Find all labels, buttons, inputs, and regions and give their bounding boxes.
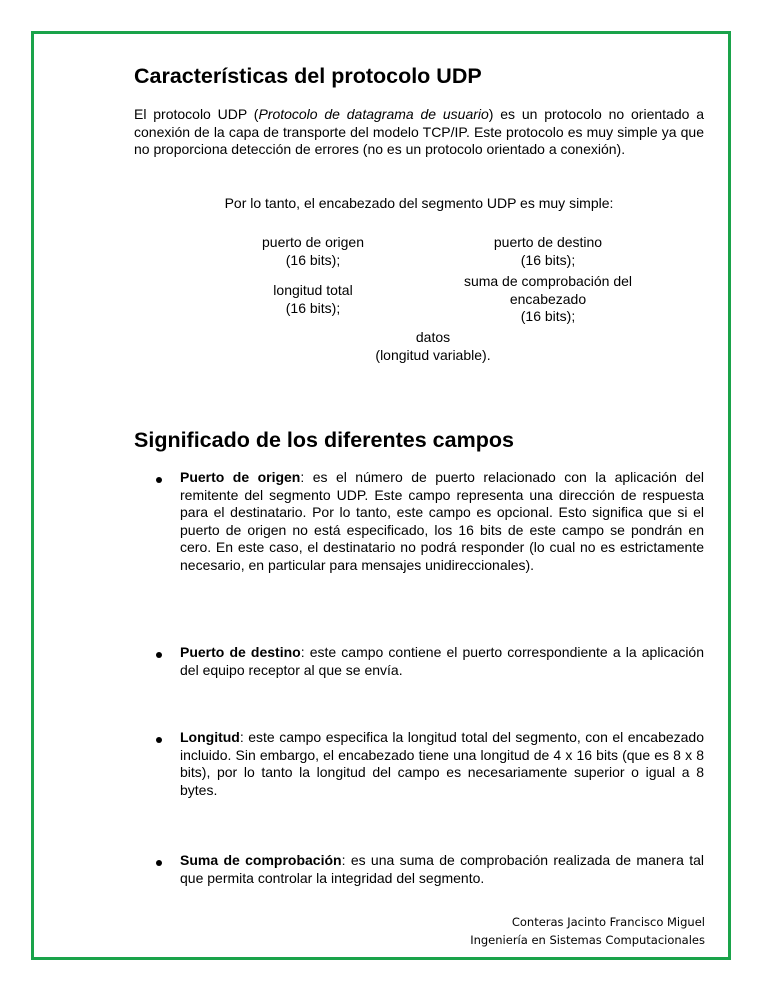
field-checksum xyxy=(438,273,658,326)
field-destination-port xyxy=(438,234,658,269)
para-text-start: El protocolo UDP ( xyxy=(134,106,259,122)
footer-program: Ingeniería en Sistemas Computacionales xyxy=(470,933,705,947)
section-title-udp-characteristics: Características del protocolo UDP xyxy=(134,64,482,88)
field-name-line1: suma de comprobación del xyxy=(463,273,633,289)
bullet-dot-icon xyxy=(156,860,162,866)
list-item-source-port xyxy=(180,469,704,574)
udp-description-paragraph xyxy=(134,106,704,159)
field-name-line2: encabezado xyxy=(509,290,587,307)
list-item-checksum xyxy=(180,852,704,887)
field-size: (16 bits); xyxy=(285,299,341,316)
field-name: puerto de origen xyxy=(262,234,364,250)
bullet-text: : es el número de puerto relacionado con la aplicación del remitente del segmento UDP. Este campo representa una dirección de respuesta para el destinatario. Por lo tanto, este campo es opcional. Esto significa que si el puerto de origen no está especificado, los 16 bits de este campo se pondrán en cero. En este caso, el destinatario no podrá responder (lo cual no es estrictamente necesario, en particular para mensajes unidireccionales). xyxy=(180,469,704,573)
bullet-dot-icon xyxy=(156,737,162,743)
field-data xyxy=(323,329,543,364)
para-text-italic: Protocolo de datagrama de usuario xyxy=(258,106,489,122)
list-item-length xyxy=(180,729,704,799)
field-name: datos xyxy=(415,329,451,345)
field-name: longitud total xyxy=(273,282,353,298)
bullet-text: : es una suma de comprobación realizada de manera tal que permita controlar la integridad del segmento. xyxy=(180,852,704,886)
field-size: (16 bits); xyxy=(520,308,576,324)
list-item-destination-port xyxy=(180,644,704,679)
para-text-end: ) es un protocolo no orientado a conexión de la capa de transporte del modelo TCP/IP. Este protocolo es muy simple ya que no proporciona detección de errores (no es un protocolo orientado a conexión). xyxy=(134,106,704,157)
bullet-term: Longitud xyxy=(180,729,240,745)
bullet-term: Suma de comprobación xyxy=(180,852,342,868)
field-total-length xyxy=(203,282,423,317)
field-name: puerto de destino xyxy=(493,234,603,250)
field-source-port xyxy=(203,234,423,269)
footer-author: Conteras Jacinto Francisco Miguel xyxy=(511,915,705,929)
bullet-dot-icon xyxy=(156,477,162,483)
bullet-text: : este campo contiene el puerto correspondiente a la aplicación del equipo receptor al que se envía. xyxy=(180,644,705,678)
header-intro-text: Por lo tanto, el encabezado del segmento UDP es muy simple: xyxy=(224,195,614,211)
bullet-term: Puerto de origen xyxy=(180,469,301,485)
field-size: (16 bits); xyxy=(285,251,341,268)
bullet-term: Puerto de destino xyxy=(180,644,301,660)
bullet-dot-icon xyxy=(156,652,162,658)
field-size: (longitud variable). xyxy=(375,346,491,363)
section-title-fields-meaning: Significado de los diferentes campos xyxy=(134,428,514,452)
bullet-text: : este campo especifica la longitud total del segmento, con el encabezado incluido. Sin embargo, el encabezado tiene una longitud de 4 x 16 bits (que es 8 x 8 bits), por lo tanto la longitud del campo es necesariamente superior o igual a 8 bytes. xyxy=(180,729,704,798)
field-size: (16 bits); xyxy=(520,251,576,268)
